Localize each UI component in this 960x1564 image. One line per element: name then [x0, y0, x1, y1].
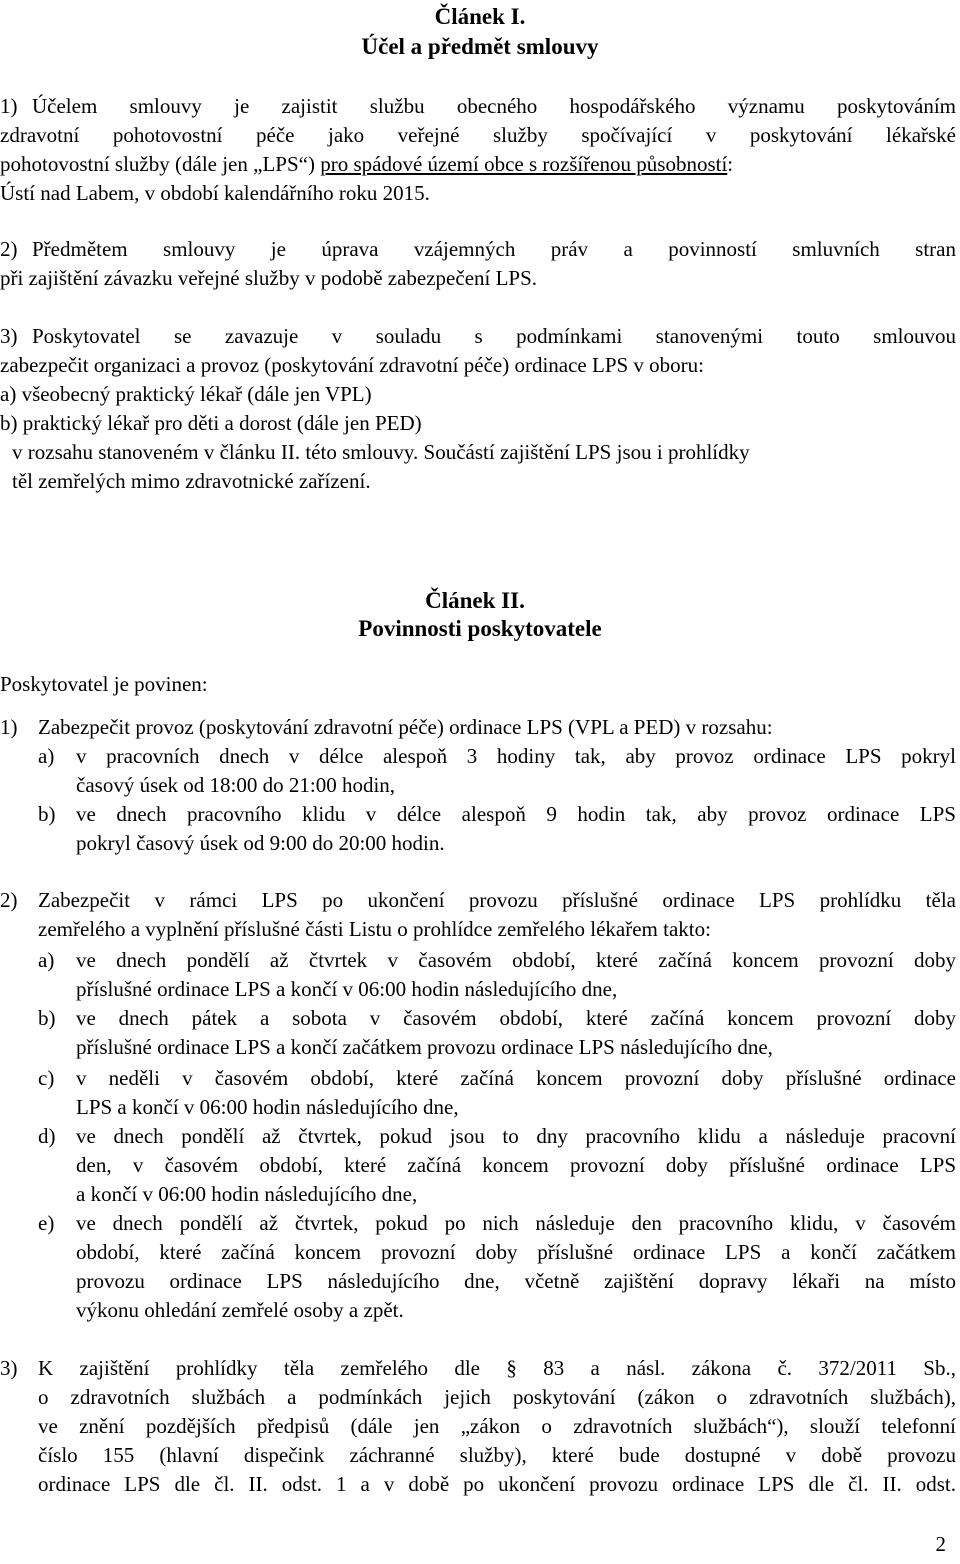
article-1-title: Účel a předmět smlouvy — [361, 34, 599, 59]
art2-para2-b-line1: ve dnech pátek a sobota v časovém období, které začíná koncem provozní doby — [76, 1006, 956, 1030]
art2-para2-c-line1: v neděli v časovém období, které začíná koncem provozní doby příslušné ordinace — [76, 1066, 956, 1090]
art2-para2-c-line2: LPS a končí v 06:00 hodin následujícího dne, — [76, 1095, 459, 1119]
art2-para1-number: 1) — [0, 715, 18, 739]
art2-para3-line3: ve znění pozdějších předpisů (dále jen „zákon o zdravotních službách“), slouží telefonní — [38, 1414, 956, 1438]
art2-para2-a-line2: příslušné ordinace LPS a končí v 06:00 hodin následujícího dne, — [76, 977, 618, 1001]
art1-para1-number: 1) — [0, 94, 18, 118]
art2-para2-number: 2) — [0, 888, 18, 912]
art2-para1-a-line2: časový úsek od 18:00 do 21:00 hodin, — [76, 773, 396, 797]
art1-para1-line1: Účelem smlouvy je zajistit službu obecného hospodářského významu poskytováním — [32, 94, 956, 118]
art1-para1-line3-text: pohotovostní služby (dále jen „LPS“) — [0, 152, 321, 176]
art1-para3-line4: b) praktický lékař pro děti a dorost (dále jen PED) — [0, 411, 422, 435]
art2-para2-e-label: e) — [38, 1211, 55, 1235]
art2-para2-c-label: c) — [38, 1066, 55, 1090]
art2-para3-line5: ordinace LPS dle čl. II. odst. 1 a v době po ukončení provozu ordinace LPS dle čl. II. odst. — [38, 1472, 956, 1496]
art2-para3-number: 3) — [0, 1356, 18, 1380]
art2-para1-b-label: b) — [38, 802, 56, 826]
article-2-heading: Článek II. — [425, 588, 525, 613]
art2-para1-a-label: a) — [38, 744, 55, 768]
art2-para1-b-line2: pokryl časový úsek od 9:00 do 20:00 hodin. — [76, 831, 445, 855]
art2-para2-line2: zemřelého a vyplnění příslušné části Listu o prohlídce zemřelého lékařem takto: — [38, 917, 711, 941]
art1-para1-territory: pro spádové území obce s rozšířenou působností — [320, 152, 728, 176]
art1-para1-colon: : — [727, 152, 734, 176]
art2-para2-e-line2: období, které začíná koncem provozní doby příslušné ordinace LPS a končí začátkem — [76, 1240, 956, 1264]
art2-para1-a-line1: v pracovních dnech v délce alespoň 3 hodiny tak, aby provoz ordinace LPS pokryl — [76, 744, 956, 768]
art2-para3-line4: číslo 155 (hlavní dispečink záchranné služby), které bude dostupné v době provozu — [38, 1443, 956, 1467]
art1-para3-number: 3) — [0, 324, 18, 348]
art2-para2-a-line1: ve dnech pondělí až čtvrtek v časovém období, které začíná koncem provozní doby — [76, 948, 956, 972]
art1-para3-line6: těl zemřelých mimo zdravotnické zařízení. — [12, 469, 371, 493]
art2-para2-d-line2: den, v časovém období, které začíná koncem provozní doby příslušné ordinace LPS — [76, 1153, 956, 1177]
art2-para2-a-label: a) — [38, 948, 55, 972]
art2-para2-e-line4: výkonu ohledání zemřelé osoby a zpět. — [76, 1298, 404, 1322]
art2-para2-d-label: d) — [38, 1124, 56, 1148]
art2-para3-line2: o zdravotních službách a podmínkách jejich poskytování (zákon o zdravotních službách), — [38, 1385, 956, 1409]
art2-para2-d-line1: ve dnech pondělí až čtvrtek, pokud jsou to dny pracovního klidu a následuje pracovní — [76, 1124, 956, 1148]
article-2-title: Povinnosti poskytovatele — [358, 616, 602, 641]
art2-para3-line1: K zajištění prohlídky těla zemřelého dle § 83 a násl. zákona č. 372/2011 Sb., — [38, 1356, 956, 1380]
art2-para2-e-line3: provozu ordinace LPS následujícího dne, včetně zajištění dopravy lékaři na místo — [76, 1269, 956, 1293]
art2-intro: Poskytovatel je povinen: — [0, 672, 208, 696]
art1-para1-line4: Ústí nad Labem, v období kalendářního roku 2015. — [0, 181, 430, 205]
art2-para2-line1: Zabezpečit v rámci LPS po ukončení provozu příslušné ordinace LPS prohlídku těla — [38, 888, 956, 912]
art1-para2-number: 2) — [0, 237, 18, 261]
art1-para2-line2: při zajištění závazku veřejné služby v podobě zabezpečení LPS. — [0, 266, 538, 290]
article-1-heading: Článek I. — [434, 4, 526, 29]
art2-para2-e-line1: ve dnech pondělí až čtvrtek, pokud po nich následuje den pracovního klidu, v časovém — [76, 1211, 956, 1235]
art1-para3-line5: v rozsahu stanoveném v článku II. této smlouvy. Součástí zajištění LPS jsou i prohlídky — [12, 440, 750, 464]
art1-para1-line3 — [0, 150, 733, 179]
art1-para3-line1: Poskytovatel se zavazuje v souladu s podmínkami stanovenými touto smlouvou — [32, 324, 956, 348]
page-number: 2 — [935, 1532, 946, 1556]
art2-para2-b-line2: příslušné ordinace LPS a končí začátkem provozu ordinace LPS následujícího dne, — [76, 1035, 773, 1059]
art2-para1-b-line1: ve dnech pracovního klidu v délce alespoň 9 hodin tak, aby provoz ordinace LPS — [76, 802, 956, 826]
art1-para1-line2: zdravotní pohotovostní péče jako veřejné služby spočívající v poskytování lékařské — [0, 123, 956, 147]
art1-para3-line2: zabezpečit organizaci a provoz (poskytování zdravotní péče) ordinace LPS v oboru: — [0, 353, 705, 377]
art1-para3-line3: a) všeobecný praktický lékař (dále jen VPL) — [0, 382, 372, 406]
art2-para1-line1: Zabezpečit provoz (poskytování zdravotní péče) ordinace LPS (VPL a PED) v rozsahu: — [38, 715, 773, 739]
art2-para2-b-label: b) — [38, 1006, 56, 1030]
art1-para2-line1: Předmětem smlouvy je úprava vzájemných práv a povinností smluvních stran — [32, 237, 956, 261]
art2-para2-d-line3: a končí v 06:00 hodin následujícího dne, — [76, 1182, 418, 1206]
